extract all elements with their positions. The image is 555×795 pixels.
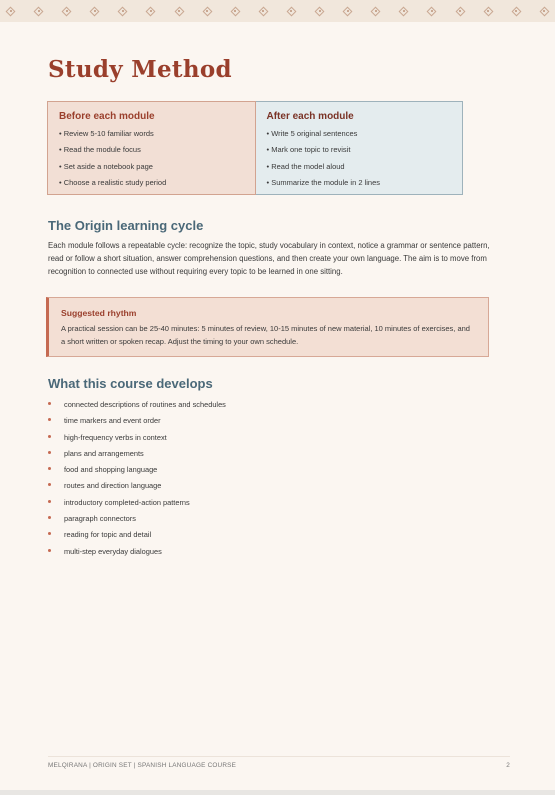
page-number: 2: [506, 762, 510, 769]
diamond-motif-icon: [455, 6, 466, 17]
develops-item: high-frequency verbs in context: [48, 430, 226, 446]
before-item: • Read the module focus: [59, 142, 245, 158]
after-panel-title: After each module: [266, 111, 354, 122]
decorative-border-strip: [0, 0, 555, 22]
suggested-rhythm-callout: [46, 297, 489, 357]
before-item: • Review 5-10 familiar words: [59, 126, 245, 142]
diamond-motif-icon: [89, 6, 100, 17]
page-title: Study Method: [48, 56, 232, 83]
develops-item: connected descriptions of routines and schedules: [48, 397, 226, 413]
diamond-motif-icon: [342, 6, 353, 17]
develops-item: introductory completed-action patterns: [48, 495, 226, 511]
diamond-motif-icon: [370, 6, 381, 17]
after-item: • Summarize the module in 2 lines: [267, 175, 453, 191]
rhythm-text: A practical session can be 25-40 minutes: 5 minutes of review, 10-15 minutes of new material, 10 minutes of exercises, and a short written or spoken recap. Adjust the timing to your own schedule.: [61, 324, 470, 346]
before-item: • Choose a realistic study period: [59, 175, 245, 191]
diamond-motif-icon: [33, 6, 44, 17]
diamond-motif-icon: [286, 6, 297, 17]
before-panel-list: [59, 126, 245, 191]
module-panels: [47, 101, 463, 195]
after-panel-list: [267, 126, 453, 191]
diamond-motif-icon: [314, 6, 325, 17]
develops-item: multi-step everyday dialogues: [48, 544, 226, 560]
diamond-motif-icon: [145, 6, 156, 17]
develops-list: [48, 397, 226, 560]
diamond-motif-icon: [539, 6, 550, 17]
develops-item: reading for topic and detail: [48, 527, 226, 543]
before-module-panel: [47, 101, 256, 195]
after-item: • Mark one topic to revisit: [267, 142, 453, 158]
diamond-motif-icon: [174, 6, 185, 17]
diamond-motif-icon: [398, 6, 409, 17]
cycle-heading: The Origin learning cycle: [48, 218, 204, 233]
develops-item: food and shopping language: [48, 462, 226, 478]
diamond-motif-icon: [258, 6, 269, 17]
rhythm-title: Suggested rhythm: [61, 308, 137, 318]
cycle-paragraph: Each module follows a repeatable cycle: recognize the topic, study vocabulary in context, notice a grammar or sentence pattern, read or follow a short situation, answer comprehension questions, and then create your own language. The aim is to move from recognition to connected use without requiring every topic to be learned in one sitting.: [48, 241, 490, 277]
diamond-motif-icon: [117, 6, 128, 17]
develops-item: paragraph connectors: [48, 511, 226, 527]
diamond-motif-icon: [61, 6, 72, 17]
before-panel-title: Before each module: [59, 111, 155, 122]
develops-item: time markers and event order: [48, 413, 226, 429]
before-item: • Set aside a notebook page: [59, 159, 245, 175]
diamond-motif-icon: [511, 6, 522, 17]
diamond-motif-icon: [202, 6, 213, 17]
develops-item: plans and arrangements: [48, 446, 226, 462]
develops-item: routes and direction language: [48, 478, 226, 494]
diamond-motif-icon: [483, 6, 494, 17]
page-footer: [48, 756, 510, 769]
after-item: • Read the model aloud: [267, 159, 453, 175]
diamond-motif-icon: [230, 6, 241, 17]
diamond-motif-icon: [5, 6, 16, 17]
diamond-motif-icon: [426, 6, 437, 17]
develops-heading: What this course develops: [48, 376, 213, 391]
after-item: • Write 5 original sentences: [267, 126, 453, 142]
after-module-panel: [256, 101, 464, 195]
footer-course-label: MELQIRANA | ORIGIN SET | SPANISH LANGUAGE COURSE: [48, 762, 237, 769]
